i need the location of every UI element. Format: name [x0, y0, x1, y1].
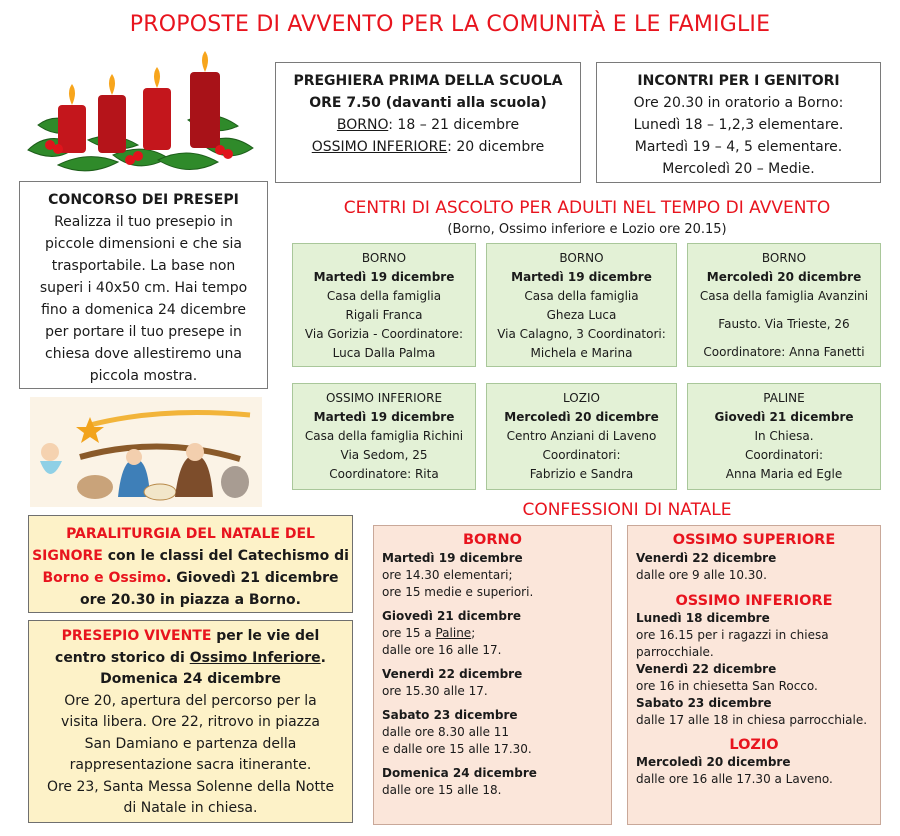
- centro-line: Rigali Franca: [345, 308, 423, 322]
- presepio-place: Ossimo Inferiore: [189, 649, 321, 666]
- centro-line: Casa della famiglia Richini: [304, 429, 464, 443]
- presepio-line2: [29, 648, 352, 670]
- confessioni-place: Paline: [435, 626, 472, 640]
- concorso-line: trasportabile. La base non: [51, 258, 236, 274]
- concorso-line: piccola mostra.: [89, 368, 198, 384]
- paraliturgia-title-2: SIGNORE: [32, 548, 103, 564]
- paraliturgia-line3: [29, 567, 352, 589]
- centro-line: Coordinatore: Anna Fanetti: [703, 345, 865, 359]
- page-title: PROPOSTE DI AVVENTO PER LA COMUNITÀ E LE FAMIGLIE: [129, 12, 771, 37]
- confessioni-ossimo-sup-heading: OSSIMO SUPERIORE: [672, 532, 836, 548]
- centro-line: Fausto. Via Trieste, 26: [718, 317, 850, 331]
- confessioni-date: Sabato 23 dicembre: [636, 696, 772, 710]
- paraliturgia-line2: [29, 545, 352, 567]
- centri-heading: CENTRI DI ASCOLTO PER ADULTI NEL TEMPO DI AVVENTO: [343, 198, 831, 218]
- presepio-text: di Natale in chiesa.: [123, 800, 258, 816]
- confessioni-date: Domenica 24 dicembre: [382, 766, 537, 780]
- presepio-text: rappresentazione sacra itinerante.: [69, 757, 312, 773]
- presepio-line1: [29, 626, 352, 648]
- paraliturgia-box: [28, 515, 353, 613]
- centro-line: Coordinatore: Rita: [329, 467, 439, 481]
- confessioni-time: dalle ore 8.30 alle 11: [382, 725, 510, 739]
- centro-line: Centro Anziani di Laveno: [506, 429, 657, 443]
- confessioni-time: parrocchiale.: [636, 645, 714, 659]
- concorso-line: Realizza il tuo presepio in: [54, 214, 233, 230]
- centro-line: Gheza Luca: [546, 308, 617, 322]
- confessioni-date: Sabato 23 dicembre: [382, 708, 518, 722]
- centro-date: Mercoledì 20 dicembre: [706, 270, 862, 284]
- incontri-line: Lunedì 18 – 1,2,3 elementare.: [633, 117, 844, 133]
- nativity-image: [30, 397, 262, 507]
- presepio-line2a: centro storico di: [55, 649, 190, 666]
- preghiera-borno-label: BORNO: [336, 117, 389, 133]
- confessioni-time: e dalle ore 15 alle 17.30.: [382, 742, 532, 756]
- confessioni-date: Venerdì 22 dicembre: [636, 662, 777, 676]
- paraliturgia-places: Borno e Ossimo: [42, 570, 167, 586]
- preghiera-ossimo-label: OSSIMO INFERIORE: [311, 139, 448, 155]
- centro-date: Martedì 19 dicembre: [313, 270, 455, 284]
- confessioni-lozio-heading: LOZIO: [729, 737, 779, 753]
- preghiera-heading: PREGHIERA PRIMA DELLA SCUOLA: [293, 73, 563, 89]
- incontri-heading: INCONTRI PER I GENITORI: [637, 73, 840, 89]
- centro-line: Fabrizio e Sandra: [529, 467, 634, 481]
- centro-place: BORNO: [361, 251, 407, 265]
- presepio-rest1: per le vie del: [211, 628, 320, 644]
- confessioni-date: Giovedì 21 dicembre: [382, 609, 522, 623]
- concorso-line: piccole dimensioni e che sia: [44, 236, 242, 252]
- centro-line: Casa della famiglia Avanzini: [699, 289, 869, 303]
- confessioni-time: dalle ore 16 alle 17.: [382, 643, 502, 657]
- confessioni-time: ore 15.30 alle 17.: [382, 684, 488, 698]
- confessioni-heading: CONFESSIONI DI NATALE: [522, 500, 732, 520]
- confessioni-time-post: ;: [471, 626, 476, 640]
- preghiera-time: ORE 7.50 (davanti alla scuola): [309, 95, 547, 111]
- presepio-text: visita libera. Ore 22, ritrovo in piazza: [61, 714, 320, 730]
- preghiera-borno-dates: : 18 – 21 dicembre: [388, 117, 520, 133]
- centro-line: Coordinatori:: [744, 448, 824, 462]
- confessioni-date: Lunedì 18 dicembre: [636, 611, 770, 625]
- confessioni-date: Mercoledì 20 dicembre: [636, 755, 791, 769]
- confessioni-time: ore 16 in chiesetta San Rocco.: [636, 679, 818, 693]
- concorso-line: superi i 40x50 cm. Hai tempo: [39, 280, 248, 296]
- preghiera-ossimo-dates: : 20 dicembre: [447, 139, 545, 155]
- centri-subheading: (Borno, Ossimo inferiore e Lozio ore 20.15): [447, 222, 727, 237]
- centro-line: In Chiesa.: [754, 429, 814, 443]
- confessioni-time: dalle ore 9 alle 10.30.: [636, 568, 767, 582]
- centro-place: BORNO: [559, 251, 604, 265]
- centro-line: Michela e Marina: [530, 346, 633, 360]
- concorso-heading: CONCORSO DEI PRESEPI: [48, 192, 239, 208]
- confessioni-ossimo-box: [627, 525, 881, 825]
- paraliturgia-date: . Giovedì 21 dicembre: [166, 570, 339, 586]
- concorso-line: per portare il tuo presepe in: [45, 324, 242, 340]
- centro-place: PALINE: [763, 391, 805, 405]
- centro-date: Martedì 19 dicembre: [313, 410, 455, 424]
- centro-date: Mercoledì 20 dicembre: [504, 410, 659, 424]
- incontri-box: [596, 62, 881, 183]
- centro-date: Giovedì 21 dicembre: [714, 410, 854, 424]
- presepio-line2c: .: [320, 649, 326, 666]
- centro-line: Anna Maria ed Egle: [725, 467, 843, 481]
- paraliturgia-title: PARALITURGIA DEL NATALE DEL: [66, 526, 315, 542]
- centro-line: Coordinatori:: [542, 448, 621, 462]
- incontri-line: Ore 20.30 in oratorio a Borno:: [633, 95, 844, 111]
- centro-line: Luca Dalla Palma: [332, 346, 436, 360]
- centro-place: BORNO: [761, 251, 807, 265]
- centro-line: Via Calagno, 3 Coordinatori:: [497, 327, 666, 341]
- concorso-line: chiesa dove allestiremo una: [45, 346, 242, 362]
- preghiera-borno: [276, 114, 580, 136]
- centro-line: Casa della famiglia: [524, 289, 639, 303]
- confessioni-date: Venerdì 22 dicembre: [636, 551, 777, 565]
- presepio-text: Ore 20, apertura del percorso per la: [64, 692, 317, 709]
- confessioni-time: ore 14.30 elementari;: [382, 568, 513, 582]
- confessioni-borno-heading: BORNO: [462, 532, 522, 548]
- presepio-text: Ore 23, Santa Messa Solenne della Notte: [46, 778, 335, 795]
- centro-line: Via Sedom, 25: [340, 448, 428, 462]
- confessioni-ossimo-inf-heading: OSSIMO INFERIORE: [675, 593, 833, 609]
- advent-wreath-image: [18, 50, 258, 180]
- incontri-line: Mercoledì 20 – Medie.: [662, 161, 815, 177]
- centro-box: [687, 383, 881, 490]
- concorso-line: fino a domenica 24 dicembre: [41, 302, 246, 318]
- centro-line: Via Gorizia - Coordinatore:: [304, 327, 464, 341]
- presepio-text: San Damiano e partenza della: [84, 735, 297, 752]
- preghiera-box: [275, 62, 581, 183]
- centro-place: OSSIMO INFERIORE: [325, 391, 443, 405]
- confessioni-borno-box: [373, 525, 612, 825]
- confessioni-date: Venerdì 22 dicembre: [382, 667, 523, 681]
- paraliturgia-rest2: con le classi del Catechismo di: [102, 548, 349, 564]
- preghiera-ossimo: [276, 136, 580, 158]
- centro-date: Martedì 19 dicembre: [511, 270, 652, 284]
- centro-line: Casa della famiglia: [326, 289, 442, 303]
- confessioni-time: [382, 625, 603, 642]
- confessioni-time: ore 16.15 per i ragazzi in chiesa: [636, 628, 829, 642]
- centro-box: [292, 243, 476, 367]
- confessioni-time: dalle ore 16 alle 17.30 a Laveno.: [636, 772, 833, 786]
- centro-box: [486, 383, 677, 490]
- confessioni-time: dalle ore 15 alle 18.: [382, 783, 502, 797]
- centro-box: [292, 383, 476, 490]
- confessioni-time-pre: ore 15 a: [382, 626, 436, 640]
- presepio-box: [28, 620, 353, 823]
- confessioni-time: ore 15 medie e superiori.: [382, 585, 534, 599]
- presepio-date: Domenica 24 dicembre: [100, 671, 281, 687]
- centro-box: [486, 243, 677, 367]
- incontri-line: Martedì 19 – 4, 5 elementare.: [634, 139, 843, 155]
- confessioni-date: Martedì 19 dicembre: [382, 551, 523, 565]
- centro-place: LOZIO: [563, 391, 600, 405]
- presepio-title: PRESEPIO VIVENTE: [61, 628, 212, 644]
- centro-box: [687, 243, 881, 367]
- confessioni-time: dalle 17 alle 18 in chiesa parrocchiale.: [636, 713, 868, 727]
- concorso-box: [19, 181, 268, 389]
- paraliturgia-line4: ore 20.30 in piazza a Borno.: [80, 592, 301, 608]
